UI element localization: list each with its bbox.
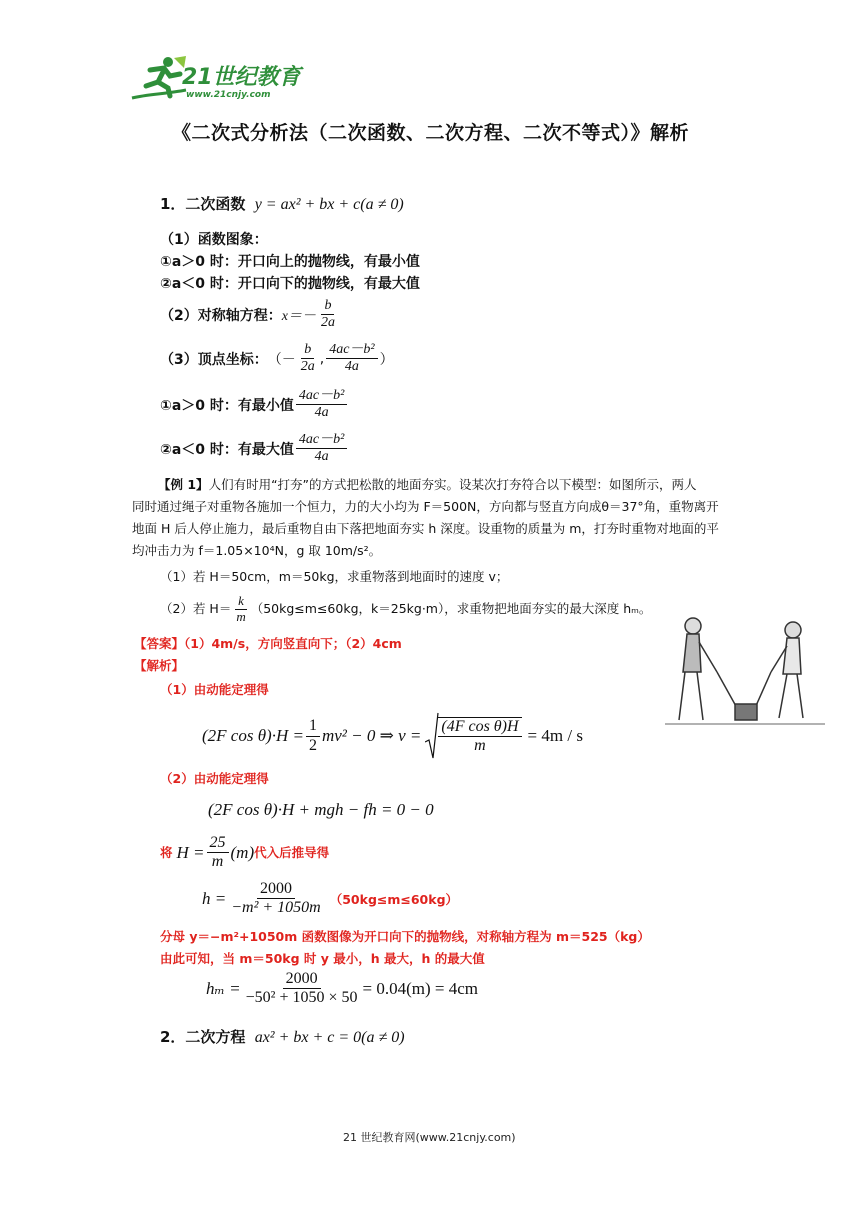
logo-main-text: 21世纪教育 [182, 65, 301, 90]
hm-expression: hₘ = $\frac{2000}{\text{−50² + 1050 × 50}}$ = 0.04(m) = 4cm [206, 970, 479, 1007]
solution1-heading: （1）由动能定理得 [160, 682, 269, 697]
graph-heading: （1）函数图象： [160, 232, 268, 248]
analysis-label: 【解析】 [134, 658, 185, 673]
quadratic-function-formula: y = ax² + bx + c(a ≠ 0) [254, 196, 404, 213]
solution1-equation: (2F cos θ)·H = $\frac{1}{2}$ mv² − 0 ⇒ v = $\frac{\text{(4F cos θ)H}}{m}$ = 4m / s [202, 712, 583, 760]
denominator-note: 分母 y＝−m²+1050m 函数图像为开口向下的抛物线，对称轴方程为 m＝525（kg） [160, 929, 650, 944]
answer-line: 【答案】（1）4m/s，方向竖直向下；（2）4cm [134, 636, 402, 651]
vertex-coordinates: （3）顶点坐标： （－ $\frac{b}{2a}$ , $\frac{\text{4ac－b²}}{4a}$ ） [160, 342, 394, 375]
solution2-equation: (2F cos θ)·H + mgh − fh = 0 − 0 [208, 800, 434, 819]
h-expression: h = $\frac{2000}{\text{−m² + 1050m}}$ （50kg≤m≤60kg） [202, 880, 459, 917]
max-value-case: ②a＜0 时：有最大值 $\frac{\text{4ac－b²}}{4a}$ [160, 432, 349, 465]
section2-heading: 2．二次方程 ax² + bx + c = 0(a ≠ 0) [160, 1028, 405, 1046]
conclusion-line: 由此可知，当 m＝50kg 时 y 最小，h 最大，h 的最大值 [160, 951, 485, 966]
question-2: （2）若 H＝ $\frac{k}{m}$ （50kg≤m≤60kg，k＝25kg·m），求重物把地面夯实的最大深度 hₘ。 [160, 593, 652, 624]
question-1: （1）若 H＝50cm，m＝50kg，求重物落到地面时的速度 v； [160, 569, 509, 584]
example-paragraph: 【例 1】人们有时用“打夯”的方式把松散的地面夯实。设某次打夯符合以下模型：如图所示，两人 同时通过绳子对重物各施加一个恒力，力的大小均为 F＝500N，方向都与竖直方向成θ＝37°角，重物离开 地面 H 后人停止施力，最后重物自由下落把地面夯实 h 深度。设重物的质量为 m，打夯时重物对地面的平 均冲击力为 f＝1.05×10⁴N，g 取 10m/s²。 [132, 477, 719, 558]
case-positive-a: ①a＞0 时：开口向上的抛物线，有最小值 [160, 254, 420, 270]
quadratic-equation-formula: ax² + bx + c = 0(a ≠ 0) [254, 1029, 405, 1046]
section1-heading: 1．二次函数 y = ax² + bx + c(a ≠ 0) [160, 195, 404, 213]
solution2-heading: （2）由动能定理得 [160, 771, 269, 786]
site-logo [130, 54, 300, 104]
substitution-line: 将 H = $\frac{25}{m}$ (m) 代入后推导得 [160, 834, 330, 871]
axis-equation: （2）对称轴方程： x＝－ $\frac{b}{2a}$ [160, 298, 335, 331]
square-root-icon [425, 712, 439, 760]
case-negative-a: ②a＜0 时：开口向下的抛物线，有最大值 [160, 276, 420, 292]
page-footer: 21 世纪教育网(www.21cnjy.com) [343, 1131, 516, 1144]
runner-logo-icon [130, 54, 190, 102]
page-title: 《二次式分析法（二次函数、二次方程、二次不等式）》解析 [172, 122, 690, 144]
logo-url-text: www.21cnjy.com [186, 90, 271, 100]
tamping-illustration [665, 612, 825, 732]
min-value-case: ①a＞0 时：有最小值 $\frac{\text{4ac－b²}}{4a}$ [160, 388, 349, 421]
